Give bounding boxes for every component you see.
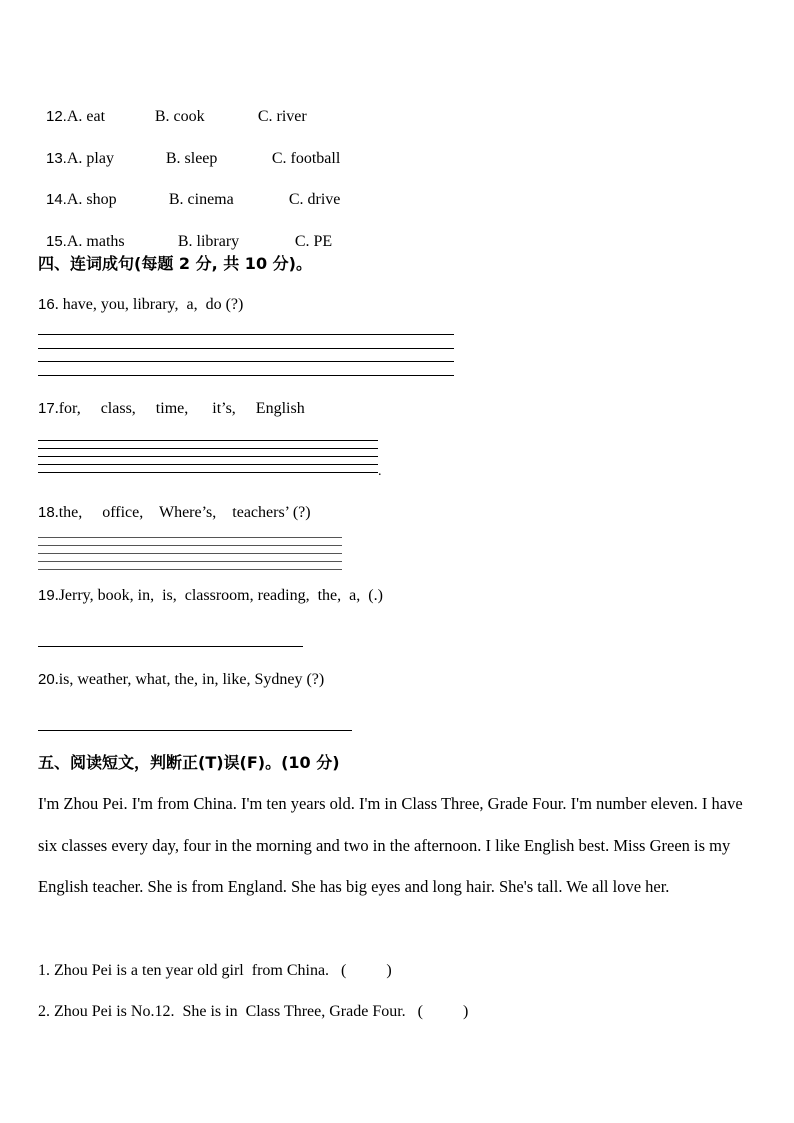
answer-line[interactable]	[38, 440, 378, 441]
option-b: B. sleep	[165, 150, 218, 167]
choice-row-12	[38, 87, 307, 127]
answer-line[interactable]	[38, 375, 454, 376]
option-a: A. play	[66, 150, 114, 167]
option-c: C. river	[257, 108, 307, 125]
choice-number: 13.	[46, 150, 67, 167]
question-number: 18	[38, 504, 55, 521]
tf-question-2: 2. Zhou Pei is No.12. She is in Class Three, Grade Four. ( )	[38, 1003, 469, 1020]
question-words: . have, you, library, a, do (?)	[54, 296, 244, 313]
section-4-heading: 四、连词成句(每题 2 分, 共 10 分)。	[38, 254, 312, 273]
question-19	[38, 586, 383, 606]
answer-line[interactable]	[38, 730, 352, 731]
answer-line[interactable]	[38, 448, 378, 449]
answer-line[interactable]	[38, 361, 454, 362]
answer-line[interactable]	[38, 569, 342, 570]
question-words: .the, office, Where’s, teachers’ (?)	[54, 504, 311, 521]
question-20	[38, 670, 324, 690]
option-a: A. maths	[66, 233, 125, 250]
answer-line[interactable]	[38, 545, 342, 546]
reading-passage: I'm Zhou Pei. I'm from China. I'm ten years old. I'm in Class Three, Grade Four. I'm number eleven. I have six classes every day, four in the morning and two in the afternoon. I like English best. Miss Green is my English teacher. She is from England. She has big eyes and long hair. She's tall. We all love her.	[38, 794, 743, 896]
answer-line[interactable]	[38, 561, 342, 562]
question-words: .for, class, time, it’s, English	[54, 400, 305, 417]
choice-row-13	[38, 129, 340, 169]
answer-line[interactable]	[38, 472, 378, 473]
answer-line[interactable]	[38, 464, 378, 465]
answer-line[interactable]	[38, 646, 303, 647]
answer-line[interactable]	[38, 553, 342, 554]
question-16	[38, 295, 243, 315]
option-c: C. drive	[288, 191, 341, 208]
option-b: B. cinema	[168, 191, 234, 208]
question-number: 17	[38, 400, 55, 417]
answer-line[interactable]	[38, 456, 378, 457]
answer-line[interactable]	[38, 348, 454, 349]
choice-number: 12.	[46, 108, 67, 125]
choice-row-14	[38, 170, 340, 210]
question-17	[38, 399, 305, 419]
option-c: C. football	[271, 150, 341, 167]
question-words: .is, weather, what, the, in, like, Sydney (?)	[54, 671, 325, 688]
answer-line[interactable]	[38, 537, 342, 538]
option-a: A. eat	[66, 108, 106, 125]
question-number: 16	[38, 296, 55, 313]
option-c: C. PE	[294, 233, 333, 250]
question-words: .Jerry, book, in, is, classroom, reading, the, a, (.)	[54, 587, 383, 604]
section-5-heading: 五、阅读短文，判断正(T)误(F)。(10 分)	[38, 753, 340, 772]
option-a: A. shop	[66, 191, 117, 208]
question-number: 20	[38, 671, 55, 688]
choice-number: 14.	[46, 191, 67, 208]
answer-line[interactable]	[38, 334, 454, 335]
option-b: B. cook	[154, 108, 205, 125]
option-b: B. library	[177, 233, 240, 250]
tf-question-1: 1. Zhou Pei is a ten year old girl from China. ( )	[38, 962, 392, 979]
end-period: .	[378, 464, 382, 479]
question-18	[38, 503, 311, 523]
choice-number: 15.	[46, 233, 67, 250]
question-number: 19	[38, 587, 55, 604]
choice-row-15	[38, 212, 332, 252]
